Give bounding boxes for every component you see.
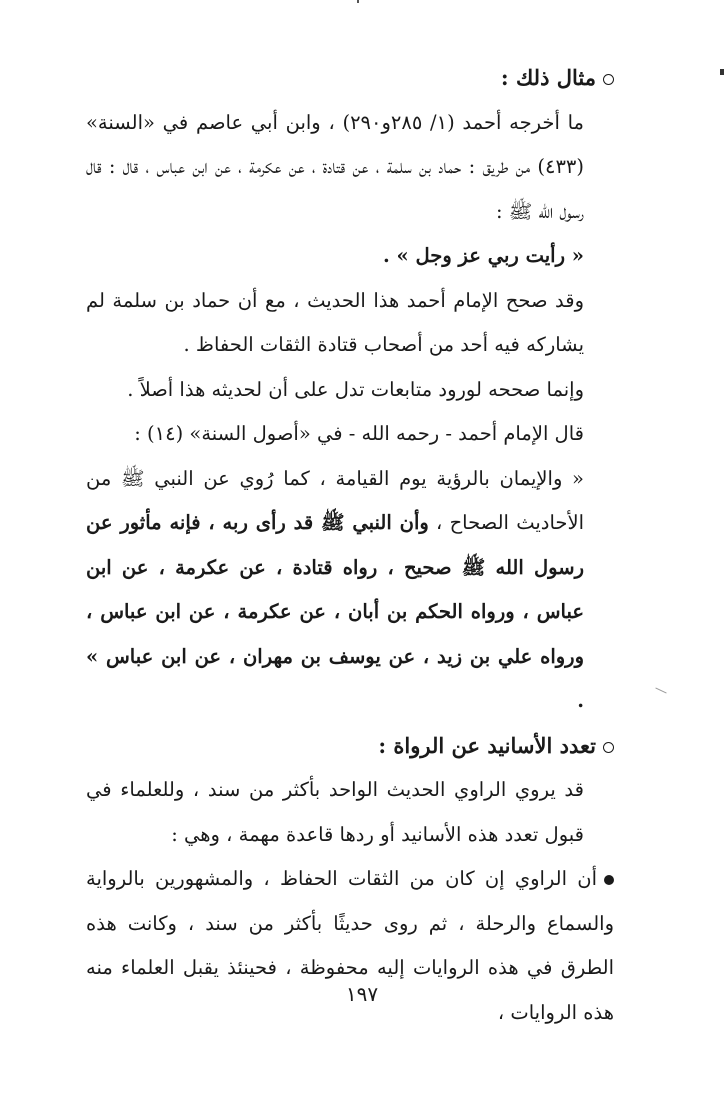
paragraph-authentication: وقد صحح الإمام أحمد هذا الحديث ، مع أن حماد بن سلمة لم يشاركه فيه أحد من أصحاب قتادة الثقات الحفاظ . <box>86 288 584 356</box>
hadith-quote: « رأيت ربي عز وجل » . <box>382 244 584 267</box>
rule-bullet-text: أن الراوي إن كان من الثقات الحفاظ ، والمشهورين بالرواية والسماع والرحلة ، ثم روى حديثًا بأكثر من سند ، وكانت هذه الطرق في هذه الروايات إليه محفوظة ، فحينئذ يقبل العلماء منه هذه الروايات ، <box>86 867 614 1024</box>
page-number: ١٩٧ <box>345 982 379 1006</box>
paragraph-multiple-chains-intro: قد يروي الراوي الحديث الواحد بأكثر من سند ، وللعلماء في قبول تعدد هذه الأسانيد أو ردها قاعدة مهمة ، وهي : <box>86 778 584 846</box>
heading-multiple-chains-text: تعدد الأسانيد عن الرواة : <box>378 732 596 758</box>
paragraph-takhrij: ما أخرجه أحمد (١/ ٢٨٥و٢٩٠) ، وابن أبي عاصم في «السنة» (٤٣٣) من طريق : حماد بن سلمة ، عن قتادة ، عن عكرمة ، عن ابن عباس ، قال : قال رسول الله ﷺ : <box>86 110 584 223</box>
section-heading-multiple-chains <box>86 724 614 769</box>
page-text-block <box>86 56 614 1035</box>
paragraph-imam-quote-intro: قال الإمام أحمد - رحمه الله - في «أصول السنة» (١٤) : <box>134 422 584 445</box>
paragraph-rule-bullet <box>86 857 614 1035</box>
circle-bullet-icon <box>603 74 614 85</box>
heading-example-text: مثال ذلك : <box>500 65 596 90</box>
top-edge-mark <box>357 0 359 3</box>
paragraph-usul-quote <box>86 457 614 724</box>
filled-bullet-icon <box>604 875 614 885</box>
usul-quote-bold-text: وأن النبي ﷺ قد رأى ربه ، فإنه مأثور عن رسول الله ﷺ صحيح ، رواه قتادة ، عن عكرمة ، عن ابن عباس ، ورواه الحكم بن أبان ، عن عكرمة ، عن ابن عباس ، ورواه علي بن زيد ، عن يوسف بن مهران ، عن ابن عباس » . <box>86 511 584 712</box>
section-heading-example <box>86 56 614 101</box>
right-edge-mark <box>720 69 724 75</box>
usul-quote-normal-text: « والإيمان بالرؤية يوم القيامة ، كما رُوي عن النبي ﷺ من الأحاديث الصحاح ، <box>86 466 584 534</box>
paragraph-corroboration: وإنما صححه لورود متابعات تدل على أن لحديثه هذا أصلاً . <box>127 377 584 401</box>
circle-bullet-icon <box>603 742 614 753</box>
margin-scratch-mark <box>655 688 666 694</box>
